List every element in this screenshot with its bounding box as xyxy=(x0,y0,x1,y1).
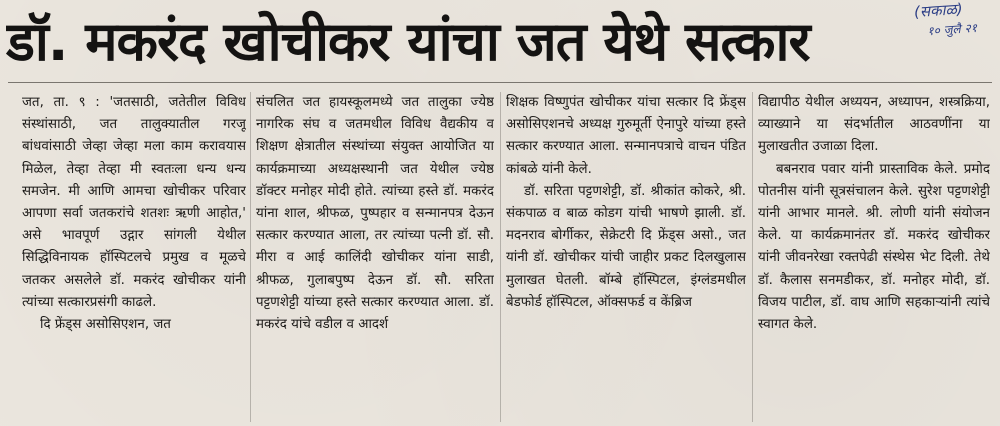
article-column-1 xyxy=(22,92,246,422)
article-column-3 xyxy=(506,92,746,422)
paragraph: दि फ्रेंड्स असोसिएशन, जत xyxy=(40,317,171,333)
source-name: (सकाळ) xyxy=(913,0,964,22)
paragraph: विद्यापीठ येथील अध्ययन, अध्यापन, शस्त्रक्रिया, व्याख्याने या संदर्भातील आठवणींना या मुलाखतीत उजाळा दिला. xyxy=(758,95,990,155)
paragraph: डॉ. सरिता पट्टणशेट्टी, डॉ. श्रीकांत कोकरे, श्री. संकपाळ व बाळ कोडग यांची भाषणे झाली. डॉ. मदनराव बोर्गीकर, सेक्रेटरी दि फ्रेंड्स असो., जत यांनी डॉ. खोचीकर यांची जाहीर प्रकट दिलखुलास मुलाखत घेतली. बॉम्बे हॉस्पिटल, इंग्लंडमधील बेडफोर्ड हॉस्पिटल, ऑक्सफर्ड व केंब्रिज xyxy=(506,183,746,310)
column-divider xyxy=(250,92,251,422)
clipping-date: १० जुलै २१ xyxy=(926,20,978,39)
source-handwritten-note xyxy=(891,0,999,54)
article-column-4 xyxy=(758,92,990,422)
headline-divider xyxy=(8,82,992,83)
column-divider xyxy=(752,92,753,422)
column-divider xyxy=(500,92,501,422)
paragraph: बबनराव पवार यांनी प्रास्ताविक केले. प्रमोद पोतनीस यांनी सूत्रसंचालन केले. सुरेश पट्टणशेट्टी यांनी आभार मानले. श्री. लोणी यांनी संयोजन केले. या कार्यक्रमानंतर डॉ. मकरंद खोचीकर यांनी जीवनरेखा रक्तपेढी संस्थेस भेट दिली. तेथे डॉ. कैलास सनमडीकर, डॉ. मनोहर मोदी, डॉ. विजय पाटील, डॉ. वाघ आणि सहकाऱ्यांनी त्यांचे स्वागत केले. xyxy=(758,161,990,333)
headline: डॉ. मकरंद खोचीकर यांचा जत येथे सत्कार xyxy=(6,10,810,73)
paragraph: जत, ता. ९ : 'जतसाठी, जतेतील विविध संस्थांसाठी, जत तालुक्यातील गरजू बांधवांसाठी जेव्हा जेव्हा मला काम करावयास मिळेल, तेव्हा तेव्हा मी स्वतःला धन्य धन्य समजेन. मी आणि आमचा खोचीकर परिवार आपणा सर्वा जतकरांचे शतशः ऋणी आहोत,' असे भावपूर्ण उद्गार सांगली येथील सिद्धिविनायक हॉस्पिटलचे प्रमुख व मूळचे जतकर असलेले डॉ. मकरंद खोचीकर यांनी त्यांच्या सत्कारप्रसंगी काढले. xyxy=(22,95,246,310)
article-column-2 xyxy=(256,92,494,422)
paragraph: संचलित जत हायस्कूलमध्ये जत तालुका ज्येष्ठ नागरिक संघ व जतमधील विविध वैद्यकीय व शिक्षण क्षेत्रातील संस्थांच्या संयुक्त आयोजित या कार्यक्रमाच्या अध्यक्षस्थानी जत येथील ज्येष्ठ डॉक्टर मनोहर मोदी होते. त्यांच्या हस्ते डॉ. मकरंद यांना शाल, श्रीफळ, पुष्पहार व सन्मानपत्र देऊन सत्कार करण्यात आला, तर त्यांच्या पत्नी डॉ. सौ. मीरा व आई कालिंदी खोचीकर यांना साडी, श्रीफळ, गुलाबपुष्प देऊन डॉ. सौ. सरिता पट्टणशेट्टी यांच्या हस्ते सत्कार करण्यात आला. डॉ. मकरंद यांचे वडील व आदर्श xyxy=(256,95,494,333)
paragraph: शिक्षक विष्णुपंत खोचीकर यांचा सत्कार दि फ्रेंड्स असोसिएशनचे अध्यक्ष गुरुमूर्ती ऐनापुरे यांच्या हस्ते सत्कार करण्यात आला. सन्मानपत्राचे वाचन पंडित कांबळे यांनी केले. xyxy=(506,95,746,177)
